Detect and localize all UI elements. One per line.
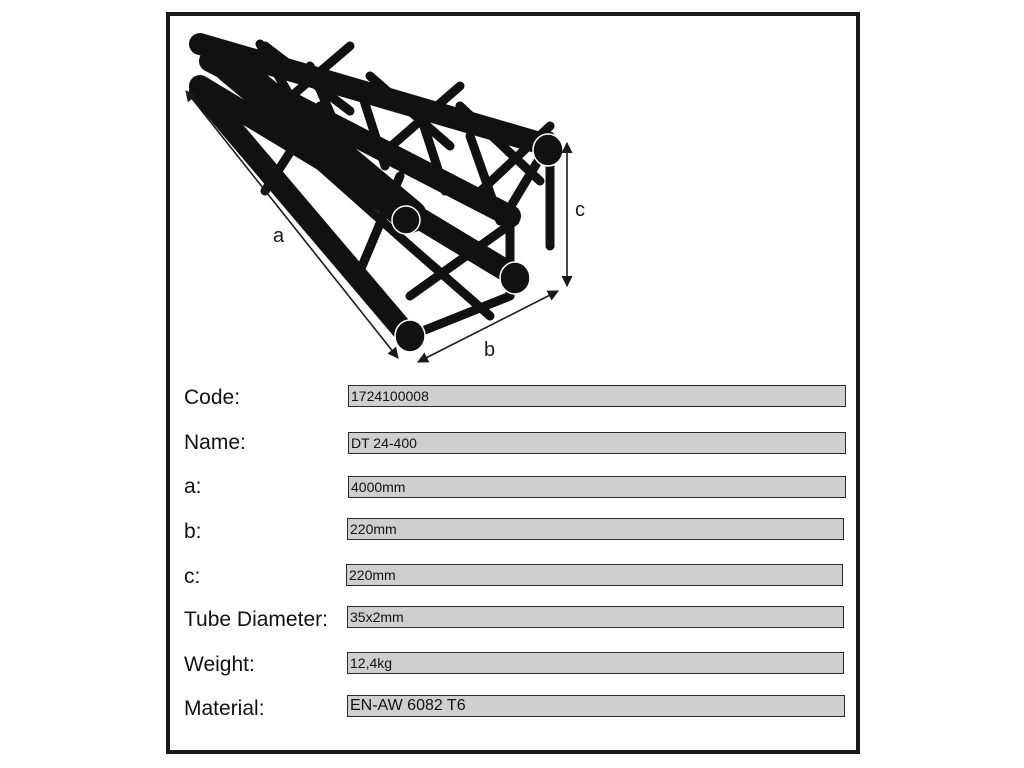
dimension-b-value: 220mm	[347, 518, 844, 540]
dimension-a-spec-label: a:	[184, 475, 202, 498]
code-label: Code:	[184, 386, 241, 409]
material-value: EN-AW 6082 T6	[347, 695, 845, 717]
name-label: Name:	[184, 431, 246, 454]
material-label: Material:	[184, 697, 265, 720]
code-value: 1724100008	[348, 385, 846, 407]
datasheet-frame	[166, 12, 860, 754]
tube-diameter-label: Tube Diameter:	[184, 608, 328, 631]
dimension-a-value: 4000mm	[348, 476, 846, 498]
dimension-c-label: c	[575, 199, 585, 221]
dimension-a-label: a	[273, 225, 285, 247]
dimension-b-spec-label: b:	[184, 520, 202, 543]
weight-value: 12,4kg	[347, 652, 844, 674]
weight-label: Weight:	[184, 653, 255, 676]
truss-drawing	[170, 16, 856, 386]
truss-illustration	[170, 16, 856, 386]
truss-chords	[200, 44, 550, 336]
dimension-c-value: 220mm	[346, 564, 843, 586]
name-value: DT 24-400	[348, 432, 846, 454]
dimension-b-label: b	[484, 339, 496, 361]
tube-diameter-value: 35x2mm	[347, 606, 844, 628]
dimension-c-spec-label: c:	[184, 565, 201, 588]
